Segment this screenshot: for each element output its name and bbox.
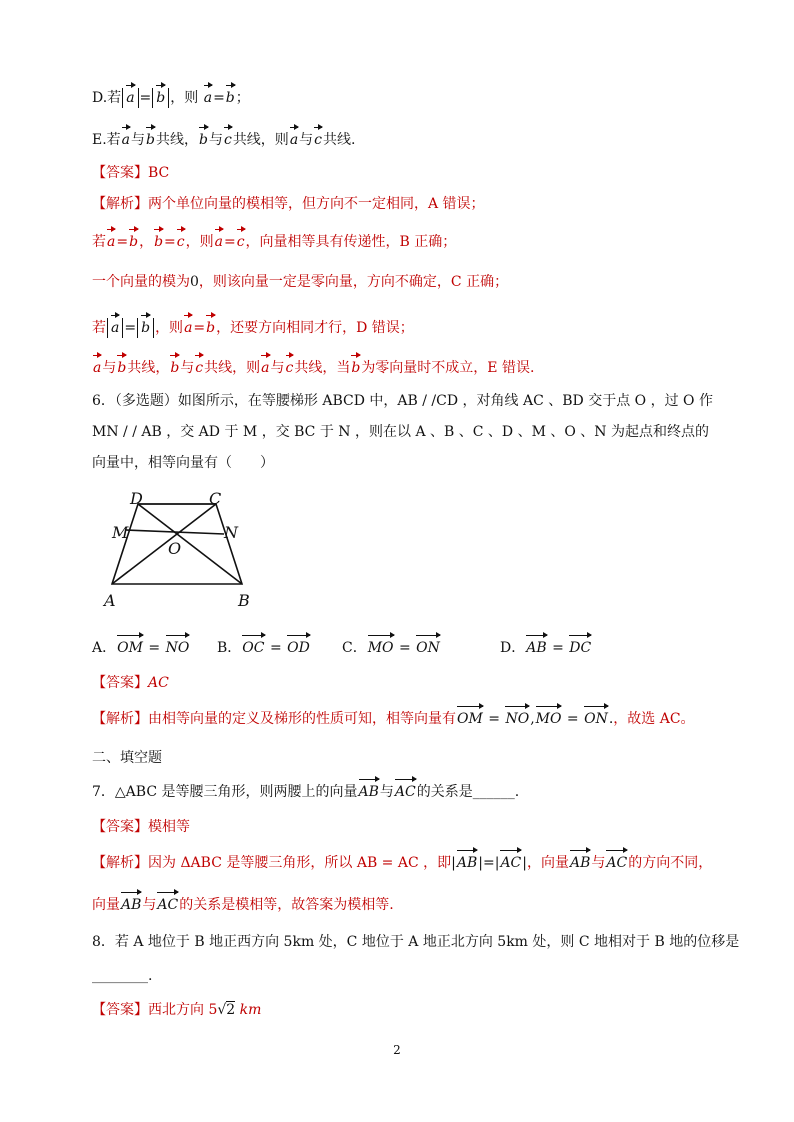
answer-value: 模相等 [148, 819, 190, 835]
answer-label: 【答案】 [92, 165, 148, 181]
q6-line-3: 向量中，相等向量有（ ） [92, 455, 274, 471]
answer-label: 【答案】 [92, 675, 148, 691]
option-e-t4: 共线，则 [232, 132, 289, 148]
q8-line-2: ________. [92, 968, 153, 984]
q6-option-c: C．MO = ON [342, 640, 440, 656]
a5-t6: 共线，当 [294, 360, 351, 376]
label-O: O [168, 539, 182, 558]
abs-b: b [152, 88, 169, 108]
answer-label: 【答案】 [92, 819, 148, 835]
label-A: A [104, 591, 116, 610]
q6-line-1: 6．（多选题）如图所示，在等腰梯形 ABCD 中，AB / /CD ，对角线 AC 、BD 交于点 O ，过 O 作 [92, 393, 713, 409]
a2-end: ，向量相等具有传递性，B 正确； [245, 234, 457, 250]
analysis-end: ，故选 AC。 [613, 711, 695, 727]
option-d-line: D.若 a = b ，则 a=b； [92, 90, 250, 106]
q6-option-b: B．OC = OD [217, 640, 310, 656]
option-e-t3: 与 [208, 132, 223, 148]
a2-mid: ，则 [185, 234, 214, 250]
label-B: B [238, 591, 250, 610]
analysis-text: 由相等向量的定义及梯形的性质可知，相等向量有 [148, 711, 456, 727]
abs-a: a [122, 88, 138, 108]
analysis-text: 两个单位向量的模相等，但方向不一定相同，A 错误； [148, 196, 485, 212]
option-e-t2: 共线， [156, 132, 198, 148]
analysis-label: 【解析】 [92, 196, 148, 212]
a5-t2: 共线， [127, 360, 170, 376]
option-d-end: ； [235, 90, 250, 106]
answer-value: AC [148, 675, 169, 691]
a3-end: ，则该向量一定是零向量，方向不确定，C 正确； [198, 274, 509, 290]
a4-prefix: 若 [92, 320, 106, 336]
label-M: M [112, 523, 129, 542]
answer-value: BC [148, 165, 170, 181]
a5-t1: 与 [102, 360, 117, 376]
q5-analysis-2: 若a=b，b=c，则a=c，向量相等具有传递性，B 正确； [92, 234, 457, 250]
option-e-line: E.若a与b共线，b与c共线，则a与c共线. [92, 132, 356, 148]
q6-option-a: A．OM = NO [92, 640, 190, 656]
q6-line-2: MN / / AB ，交 AD 于 M ，交 BC 于 N ，则在以 A 、B 、C 、D 、M 、O 、N 为起点和终点的 [92, 424, 709, 440]
option-e-t1: 与 [131, 132, 146, 148]
section-title: 二、填空题 [92, 750, 162, 766]
option-e-t6: 共线. [323, 132, 356, 148]
option-e-t5: 与 [299, 132, 314, 148]
q6-options [92, 638, 592, 658]
q7-question: 7．△ABC 是等腰三角形，则两腰上的向量AB与AC的关系是______. [92, 784, 520, 800]
a5-t4: 共线，则 [204, 360, 261, 376]
a2-prefix: 若 [92, 234, 106, 250]
q6-option-d: D．AB = DC [500, 640, 592, 656]
a3-zero: 0 [190, 274, 199, 290]
q5-analysis-1 [92, 194, 485, 214]
page-number: 2 [393, 1043, 401, 1057]
a5-t7: 为零向量时不成立，E 错误. [361, 360, 535, 376]
q6-analysis: 【解析】由相等向量的定义及梯形的性质可知，相等向量有OM = NO,MO = ON.，故选 AC。 [92, 711, 695, 727]
analysis-label: 【解析】 [92, 711, 148, 727]
option-e-prefix: E.若 [92, 132, 121, 148]
q6-answer [92, 673, 169, 693]
q8-line-1: 8．若 A 地位于 B 地正西方向 5km 处，C 地位于 A 地正北方向 5km 处，则 C 地相对于 B 地的位移是 [92, 934, 740, 950]
q7-analysis-2: 向量AB与AC的关系是模相等，故答案为模相等. [92, 897, 394, 913]
answer-sqrt: 2 [226, 1002, 236, 1018]
a3-text: 一个向量的模为 [92, 274, 190, 290]
a5-t5: 与 [270, 360, 285, 376]
label-C: C [209, 489, 222, 508]
q7-answer [92, 817, 190, 837]
q7-analysis-1: 【解析】因为 ΔABC 是等腰三角形，所以 AB = AC ，即|AB|=|AC|，向量AB与AC的方向不同， [92, 855, 713, 871]
label-N: N [224, 523, 238, 542]
q5-analysis-5: a与b共线，b与c共线，则a与c共线，当b为零向量时不成立，E 错误. [93, 360, 535, 376]
answer-value: 西北方向 5 [148, 1002, 218, 1018]
q8-answer: 【答案】西北方向 5√2 km [92, 1002, 262, 1018]
option-d-prefix: D.若 [92, 90, 122, 106]
a4-end: ，还要方向相同才行，D 错误； [216, 320, 414, 336]
q5-answer [92, 163, 169, 183]
label-D: D [130, 489, 143, 508]
trapezoid-figure [100, 488, 270, 612]
q5-analysis-4: 若 a = b ，则a=b，还要方向相同才行，D 错误； [92, 320, 414, 336]
answer-unit: km [239, 1002, 262, 1018]
answer-label: 【答案】 [92, 1002, 148, 1018]
q5-analysis-3 [92, 272, 508, 292]
a5-t3: 与 [180, 360, 195, 376]
a4-mid: ，则 [155, 320, 184, 336]
option-d-mid: ，则 [170, 90, 199, 106]
